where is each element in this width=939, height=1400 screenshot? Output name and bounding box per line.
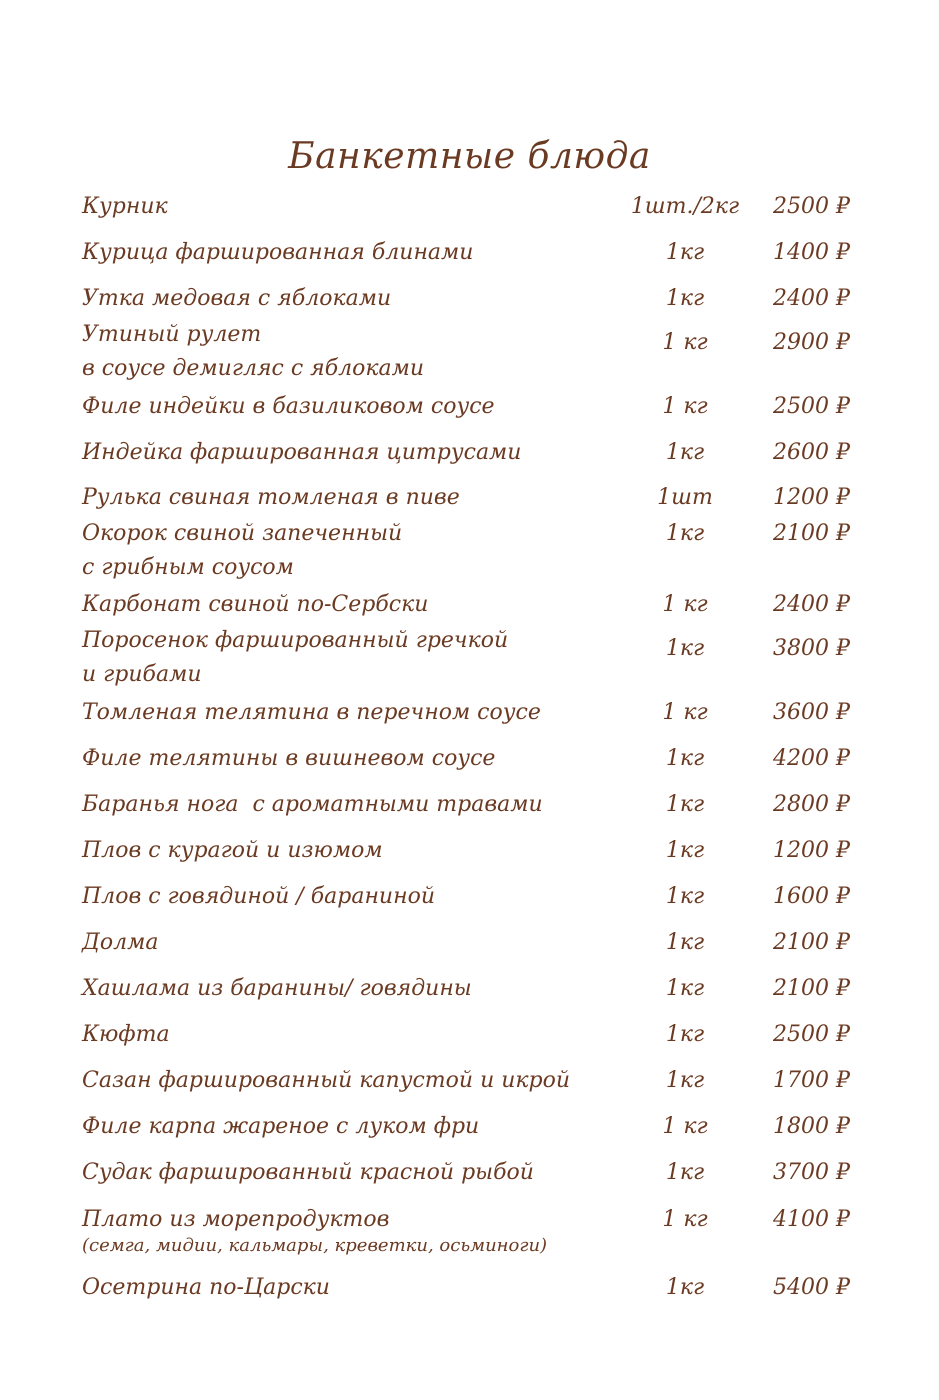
item-name-line: Плов с курагой и изюмом [82, 838, 383, 863]
item-name-line: Томленая телятина в перечном соусе [82, 700, 541, 725]
item-name [82, 1064, 642, 1098]
item-name [82, 880, 642, 914]
item-name-line: Поросенок фаршированный гречкой [82, 628, 509, 653]
item-name-line: Плато из морепродуктов [82, 1207, 390, 1232]
item-name-line: Сазан фаршированный капустой и икрой [82, 1068, 571, 1093]
item-quantity: 1кг [665, 1275, 705, 1300]
item-name [82, 390, 642, 424]
item-name-line: Кюфта [82, 1022, 170, 1047]
item-price: 3800 ₽ [773, 636, 850, 661]
item-name [82, 1156, 642, 1190]
item-quantity: 1кг [665, 1022, 705, 1047]
item-name [82, 436, 642, 470]
item-quantity: 1шт [657, 485, 713, 510]
item-quantity: 1кг [665, 521, 705, 546]
item-price: 4200 ₽ [773, 746, 850, 771]
item-name-line: Филе индейки в базиликовом соусе [82, 394, 495, 419]
item-name [82, 1203, 642, 1257]
item-name-line: и грибами [82, 662, 202, 687]
item-note: (семга, мидии, кальмары, креветки, осьминоги) [82, 1235, 548, 1256]
item-price: 1600 ₽ [773, 884, 850, 909]
item-quantity: 1кг [665, 240, 705, 265]
item-name [82, 1018, 642, 1052]
item-quantity: 1кг [665, 440, 705, 465]
item-price: 2500 ₽ [773, 394, 850, 419]
item-price: 1400 ₽ [773, 240, 850, 265]
item-name-line: Индейка фаршированная цитрусами [82, 440, 522, 465]
item-quantity: 1 кг [662, 394, 708, 419]
item-name-line: Карбонат свиной по-Сербски [82, 592, 429, 617]
item-price: 4100 ₽ [773, 1207, 850, 1232]
item-quantity: 1кг [665, 286, 705, 311]
item-price: 2100 ₽ [773, 930, 850, 955]
item-name [82, 517, 642, 585]
item-price: 2500 ₽ [773, 194, 850, 219]
item-name-line: в соусе демигляс с яблоками [82, 356, 425, 381]
item-name [82, 834, 642, 868]
item-quantity: 1кг [665, 1068, 705, 1093]
item-name [82, 624, 642, 692]
item-quantity: 1кг [665, 636, 705, 661]
item-name-line: Плов с говядиной / бараниной [82, 884, 436, 909]
item-price: 2900 ₽ [773, 330, 850, 355]
item-price: 2100 ₽ [773, 521, 850, 546]
item-quantity: 1 кг [662, 1207, 708, 1232]
item-name-line: Утиный рулет [82, 322, 262, 347]
item-quantity: 1кг [665, 1160, 705, 1185]
item-quantity: 1кг [665, 884, 705, 909]
item-price: 3700 ₽ [773, 1160, 850, 1185]
item-name-line: Осетрина по-Царски [82, 1275, 330, 1300]
item-price: 1700 ₽ [773, 1068, 850, 1093]
item-name-line: Филе карпа жареное с луком фри [82, 1114, 480, 1139]
item-name-line: Курник [82, 194, 168, 219]
item-name [82, 282, 642, 316]
item-quantity: 1кг [665, 792, 705, 817]
item-price: 2600 ₽ [773, 440, 850, 465]
item-name [82, 588, 642, 622]
item-quantity: 1 кг [662, 330, 708, 355]
item-name-line: Баранья нога с ароматными травами [82, 792, 543, 817]
item-quantity: 1кг [665, 976, 705, 1001]
item-quantity: 1 кг [662, 592, 708, 617]
item-name [82, 481, 642, 515]
item-price: 2800 ₽ [773, 792, 850, 817]
item-name-line: Утка медовая с яблоками [82, 286, 392, 311]
item-name-line: с грибным соусом [82, 555, 294, 580]
item-price: 1200 ₽ [773, 838, 850, 863]
item-quantity: 1шт./2кг [630, 194, 740, 219]
item-name [82, 318, 642, 386]
item-name [82, 788, 642, 822]
item-name [82, 926, 642, 960]
item-name-line: Рулька свиная томленая в пиве [82, 485, 460, 510]
item-quantity: 1 кг [662, 1114, 708, 1139]
item-name [82, 972, 642, 1006]
item-quantity: 1 кг [662, 700, 708, 725]
item-name-line: Долма [82, 930, 159, 955]
item-quantity: 1кг [665, 930, 705, 955]
item-price: 1800 ₽ [773, 1114, 850, 1139]
item-name [82, 696, 642, 730]
item-name-line: Окорок свиной запеченный [82, 521, 403, 546]
item-quantity: 1кг [665, 838, 705, 863]
item-name [82, 190, 642, 224]
item-name-line: Филе телятины в вишневом соусе [82, 746, 496, 771]
item-name [82, 742, 642, 776]
page-title: Банкетные блюда [288, 136, 651, 177]
item-name-line: Хашлама из баранины/ говядины [82, 976, 472, 1001]
item-price: 1200 ₽ [773, 485, 850, 510]
item-price: 2400 ₽ [773, 286, 850, 311]
item-price: 2500 ₽ [773, 1022, 850, 1047]
item-name [82, 236, 642, 270]
item-price: 5400 ₽ [773, 1275, 850, 1300]
item-name-line: Курица фаршированная блинами [82, 240, 474, 265]
item-name-line: Судак фаршированный красной рыбой [82, 1160, 534, 1185]
item-name [82, 1110, 642, 1144]
item-price: 3600 ₽ [773, 700, 850, 725]
item-price: 2100 ₽ [773, 976, 850, 1001]
item-name [82, 1271, 642, 1305]
item-quantity: 1кг [665, 746, 705, 771]
item-price: 2400 ₽ [773, 592, 850, 617]
